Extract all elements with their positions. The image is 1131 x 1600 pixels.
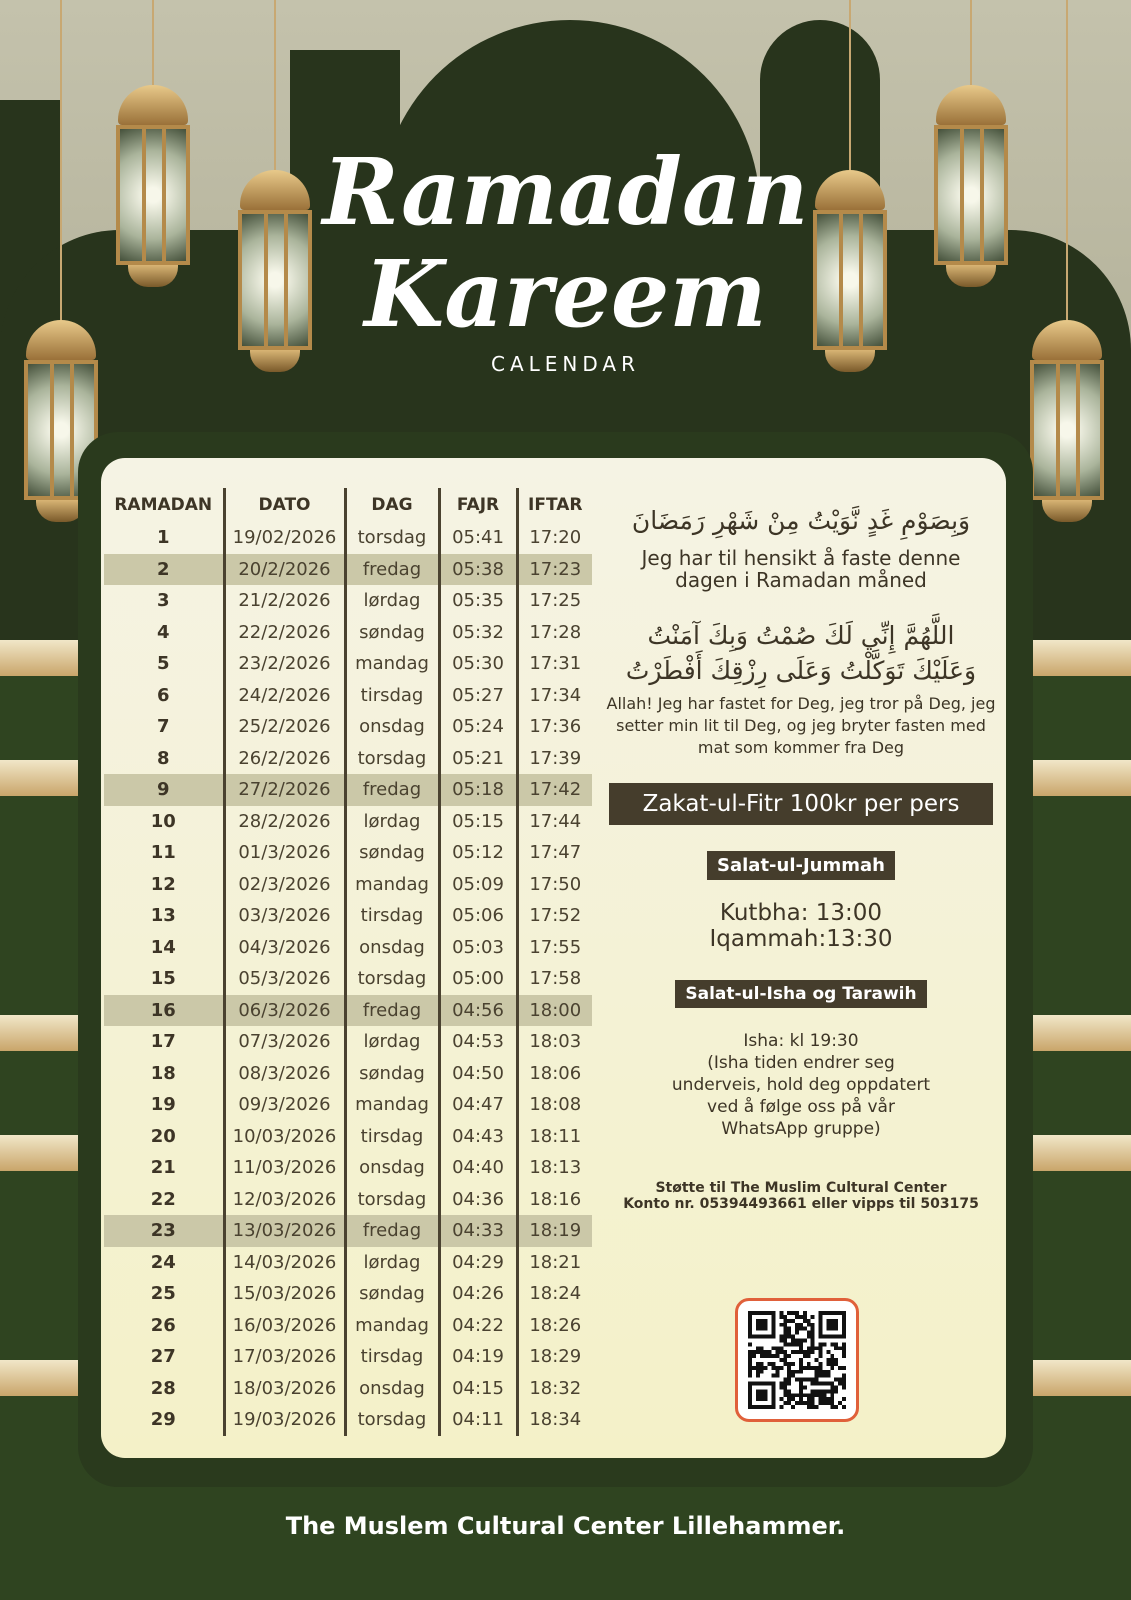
footer-organization: The Muslem Cultural Center Lillehammer. — [285, 1512, 846, 1540]
fajr-time: 05:21 — [439, 743, 517, 775]
ramadan-day: 11 — [150, 842, 176, 864]
jummah-banner: Salat-ul-Jummah — [707, 851, 895, 880]
ramadan-day: 19 — [150, 1094, 176, 1116]
iftar-time: 18:03 — [517, 1026, 592, 1058]
date: 25/2/2026 — [224, 711, 345, 743]
iftar-time: 17:44 — [517, 806, 592, 838]
table-row — [104, 837, 592, 869]
weekday: torsdag — [345, 963, 439, 995]
gold-stripe — [0, 1360, 80, 1396]
table-row — [104, 806, 592, 838]
table-row — [104, 963, 592, 995]
table-row — [104, 1121, 592, 1153]
iftar-time: 17:20 — [517, 522, 592, 554]
header-dato: DATO — [224, 488, 345, 522]
table-row — [104, 1404, 592, 1436]
date: 27/2/2026 — [224, 774, 345, 806]
title-kareem: Kareem — [364, 240, 767, 348]
date: 26/2/2026 — [224, 743, 345, 775]
fajr-time: 04:26 — [439, 1278, 517, 1310]
dua-arabic-line2: وَعَلَيْكَ تَوَكَّلْتُ وَعَلَى رِزْقِكَ أَفْطَرْتُ — [625, 656, 977, 685]
ramadan-day: 24 — [150, 1251, 176, 1273]
iftar-time: 17:36 — [517, 711, 592, 743]
fajr-time: 05:15 — [439, 806, 517, 838]
subtitle-calendar: CALENDAR — [490, 352, 640, 376]
ramadan-day: 1 — [156, 527, 170, 549]
table-row — [104, 680, 592, 712]
weekday: torsdag — [345, 1404, 439, 1436]
date: 21/2/2026 — [224, 585, 345, 617]
date: 06/3/2026 — [224, 995, 345, 1027]
table-row — [104, 1278, 592, 1310]
date: 01/3/2026 — [224, 837, 345, 869]
iftar-time: 18:16 — [517, 1184, 592, 1216]
iftar-time: 17:25 — [517, 585, 592, 617]
date: 19/03/2026 — [224, 1404, 345, 1436]
header-fajr: FAJR — [439, 488, 517, 522]
fajr-time: 04:29 — [439, 1247, 517, 1279]
weekday: torsdag — [345, 743, 439, 775]
weekday: onsdag — [345, 932, 439, 964]
date: 11/03/2026 — [224, 1152, 345, 1184]
zakat-banner: Zakat-ul-Fitr 100kr per pers — [609, 783, 993, 825]
ramadan-day: 15 — [150, 968, 176, 990]
table-row — [104, 900, 592, 932]
gold-stripe — [0, 1135, 80, 1171]
table-row — [104, 743, 592, 775]
fajr-time: 05:18 — [439, 774, 517, 806]
weekday: lørdag — [345, 1247, 439, 1279]
iftar-time: 17:34 — [517, 680, 592, 712]
header-iftar: IFTAR — [517, 488, 592, 522]
support-line2: Konto nr. 05394493661 eller vipps til 503175 — [623, 1196, 979, 1212]
weekday: onsdag — [345, 1152, 439, 1184]
ramadan-day: 7 — [156, 716, 170, 738]
gold-stripe — [1030, 1360, 1131, 1396]
ramadan-day: 9 — [104, 774, 224, 806]
table-row — [104, 932, 592, 964]
fajr-time: 05:00 — [439, 963, 517, 995]
fajr-time: 05:24 — [439, 711, 517, 743]
weekday: mandag — [345, 648, 439, 680]
iftar-time: 18:13 — [517, 1152, 592, 1184]
table-row — [104, 1373, 592, 1405]
ramadan-day: 3 — [156, 590, 170, 612]
ramadan-day: 20 — [150, 1125, 176, 1147]
iftar-time: 18:21 — [517, 1247, 592, 1279]
iftar-time: 18:00 — [517, 995, 592, 1027]
niyyah-arabic: وَبِصَوْمِ غَدٍ نَّوَيْتُ مِنْ شَهْرِ رَمَضَانَ — [631, 506, 971, 535]
table-row — [104, 585, 592, 617]
gold-stripe — [0, 1015, 80, 1051]
weekday: søndag — [345, 1058, 439, 1090]
weekday: søndag — [345, 837, 439, 869]
fajr-time: 05:12 — [439, 837, 517, 869]
isha-banner: Salat-ul-Isha og Tarawih — [675, 980, 926, 1008]
weekday: torsdag — [345, 522, 439, 554]
ramadan-day: 23 — [104, 1215, 224, 1247]
ramadan-day: 13 — [150, 905, 176, 927]
table-row — [104, 995, 592, 1027]
kutbha-time: Kutbha: 13:00 — [719, 900, 883, 926]
date: 17/03/2026 — [224, 1341, 345, 1373]
ramadan-day: 14 — [150, 936, 176, 958]
iftar-time: 17:52 — [517, 900, 592, 932]
fajr-time: 04:43 — [439, 1121, 517, 1153]
isha-note: (Isha tiden endrer seg underveis, hold deg oppdatert ved å følge oss på vår WhatsApp gruppe) — [671, 1053, 931, 1139]
iftar-time: 18:06 — [517, 1058, 592, 1090]
fajr-time: 04:19 — [439, 1341, 517, 1373]
table-row — [104, 1152, 592, 1184]
fajr-time: 05:41 — [439, 522, 517, 554]
gold-stripe — [0, 640, 80, 676]
ramadan-day: 12 — [150, 873, 176, 895]
iftar-time: 18:26 — [517, 1310, 592, 1342]
date: 28/2/2026 — [224, 806, 345, 838]
date: 09/3/2026 — [224, 1089, 345, 1121]
fajr-time: 04:33 — [439, 1215, 517, 1247]
table-row — [104, 711, 592, 743]
weekday: lørdag — [345, 1026, 439, 1058]
gold-stripe — [1030, 1135, 1131, 1171]
qr-code[interactable] — [735, 1298, 859, 1422]
date: 23/2/2026 — [224, 648, 345, 680]
ramadan-day: 28 — [150, 1377, 176, 1399]
fajr-time: 05:09 — [439, 869, 517, 901]
date: 19/02/2026 — [224, 522, 345, 554]
title-ramadan: Ramadan — [322, 138, 809, 246]
table-row — [104, 1247, 592, 1279]
table-row — [104, 1026, 592, 1058]
ramadan-day: 2 — [104, 554, 224, 586]
ramadan-day: 8 — [156, 747, 170, 769]
gold-stripe — [0, 760, 80, 796]
table-header — [104, 488, 592, 522]
date: 14/03/2026 — [224, 1247, 345, 1279]
gold-stripe — [1030, 1015, 1131, 1051]
fajr-time: 05:38 — [439, 554, 517, 586]
table-row — [104, 1089, 592, 1121]
fajr-time: 04:56 — [439, 995, 517, 1027]
date: 24/2/2026 — [224, 680, 345, 712]
fajr-time: 04:36 — [439, 1184, 517, 1216]
fajr-time: 05:30 — [439, 648, 517, 680]
ramadan-day: 5 — [156, 653, 170, 675]
table-row — [104, 617, 592, 649]
iftar-time: 18:34 — [517, 1404, 592, 1436]
iftar-time: 18:19 — [517, 1215, 592, 1247]
weekday: mandag — [345, 869, 439, 901]
fajr-time: 05:06 — [439, 900, 517, 932]
weekday: mandag — [345, 1310, 439, 1342]
ramadan-day: 10 — [150, 810, 176, 832]
ramadan-day: 22 — [150, 1188, 176, 1210]
ramadan-timetable — [104, 488, 592, 1436]
iftar-time: 17:31 — [517, 648, 592, 680]
iftar-time: 17:23 — [517, 554, 592, 586]
weekday: fredag — [345, 1215, 439, 1247]
dua-arabic-line1: اللَّهُمَّ إِنِّي لَكَ صُمْتُ وَبِكَ آمَنْتُ — [647, 621, 955, 650]
iftar-time: 17:55 — [517, 932, 592, 964]
fajr-time: 05:27 — [439, 680, 517, 712]
ramadan-day: 27 — [150, 1346, 176, 1368]
date: 10/03/2026 — [224, 1121, 345, 1153]
date: 13/03/2026 — [224, 1215, 345, 1247]
table-row — [104, 774, 592, 806]
weekday: lørdag — [345, 585, 439, 617]
info-panel — [601, 458, 1001, 1212]
weekday: lørdag — [345, 806, 439, 838]
table-row — [104, 554, 592, 586]
fajr-time: 04:53 — [439, 1026, 517, 1058]
niyyah-translation: Jeg har til hensikt å faste denne dagen i Ramadan måned — [641, 546, 961, 592]
fajr-time: 05:32 — [439, 617, 517, 649]
date: 05/3/2026 — [224, 963, 345, 995]
iftar-time: 17:50 — [517, 869, 592, 901]
fajr-time: 05:35 — [439, 585, 517, 617]
iftar-time: 17:47 — [517, 837, 592, 869]
iftar-time: 18:32 — [517, 1373, 592, 1405]
ramadan-day: 21 — [150, 1157, 176, 1179]
weekday: tirsdag — [345, 1341, 439, 1373]
fajr-time: 04:15 — [439, 1373, 517, 1405]
table-row — [104, 1310, 592, 1342]
iqammah-time: Iqammah:13:30 — [709, 926, 893, 952]
iftar-time: 18:29 — [517, 1341, 592, 1373]
weekday: fredag — [345, 554, 439, 586]
dua-translation: Allah! Jeg har fastet for Deg, jeg tror på Deg, jeg setter min lit til Deg, og jeg bryter fasten med mat som kommer fra Deg — [606, 694, 996, 757]
header-dag: DAG — [345, 488, 439, 522]
ramadan-day: 26 — [150, 1314, 176, 1336]
fajr-time: 04:11 — [439, 1404, 517, 1436]
weekday: mandag — [345, 1089, 439, 1121]
date: 22/2/2026 — [224, 617, 345, 649]
table-row — [104, 648, 592, 680]
iftar-time: 17:39 — [517, 743, 592, 775]
iftar-time: 17:58 — [517, 963, 592, 995]
weekday: søndag — [345, 1278, 439, 1310]
weekday: tirsdag — [345, 680, 439, 712]
fajr-time: 04:40 — [439, 1152, 517, 1184]
table-row — [104, 1341, 592, 1373]
date: 04/3/2026 — [224, 932, 345, 964]
weekday: torsdag — [345, 1184, 439, 1216]
weekday: fredag — [345, 774, 439, 806]
table-row — [104, 1215, 592, 1247]
iftar-time: 18:08 — [517, 1089, 592, 1121]
iftar-time: 17:42 — [517, 774, 592, 806]
ramadan-day: 6 — [156, 684, 170, 706]
date: 20/2/2026 — [224, 554, 345, 586]
calendar-card — [101, 458, 1006, 1458]
table-row — [104, 1058, 592, 1090]
iftar-time: 18:11 — [517, 1121, 592, 1153]
ramadan-day: 16 — [104, 995, 224, 1027]
fajr-time: 04:47 — [439, 1089, 517, 1121]
date: 15/03/2026 — [224, 1278, 345, 1310]
date: 16/03/2026 — [224, 1310, 345, 1342]
weekday: søndag — [345, 617, 439, 649]
weekday: tirsdag — [345, 900, 439, 932]
fajr-time: 04:50 — [439, 1058, 517, 1090]
ramadan-day: 29 — [150, 1409, 176, 1431]
weekday: fredag — [345, 995, 439, 1027]
ramadan-day: 25 — [150, 1283, 176, 1305]
date: 12/03/2026 — [224, 1184, 345, 1216]
date: 02/3/2026 — [224, 869, 345, 901]
ramadan-day: 4 — [156, 621, 170, 643]
table-row — [104, 869, 592, 901]
weekday: tirsdag — [345, 1121, 439, 1153]
ramadan-day: 17 — [150, 1031, 176, 1053]
date: 07/3/2026 — [224, 1026, 345, 1058]
fajr-time: 04:22 — [439, 1310, 517, 1342]
header-ramadan: RAMADAN — [114, 495, 213, 515]
date: 08/3/2026 — [224, 1058, 345, 1090]
support-line1: Støtte til The Muslim Cultural Center — [655, 1180, 947, 1196]
table-row — [104, 1184, 592, 1216]
date: 03/3/2026 — [224, 900, 345, 932]
fajr-time: 05:03 — [439, 932, 517, 964]
weekday: onsdag — [345, 711, 439, 743]
table-row — [104, 522, 592, 554]
gold-stripe — [1030, 640, 1131, 676]
date: 18/03/2026 — [224, 1373, 345, 1405]
ramadan-day: 18 — [150, 1062, 176, 1084]
iftar-time: 17:28 — [517, 617, 592, 649]
gold-stripe — [1030, 760, 1131, 796]
weekday: onsdag — [345, 1373, 439, 1405]
iftar-time: 18:24 — [517, 1278, 592, 1310]
isha-time: Isha: kl 19:30 — [743, 1031, 859, 1051]
